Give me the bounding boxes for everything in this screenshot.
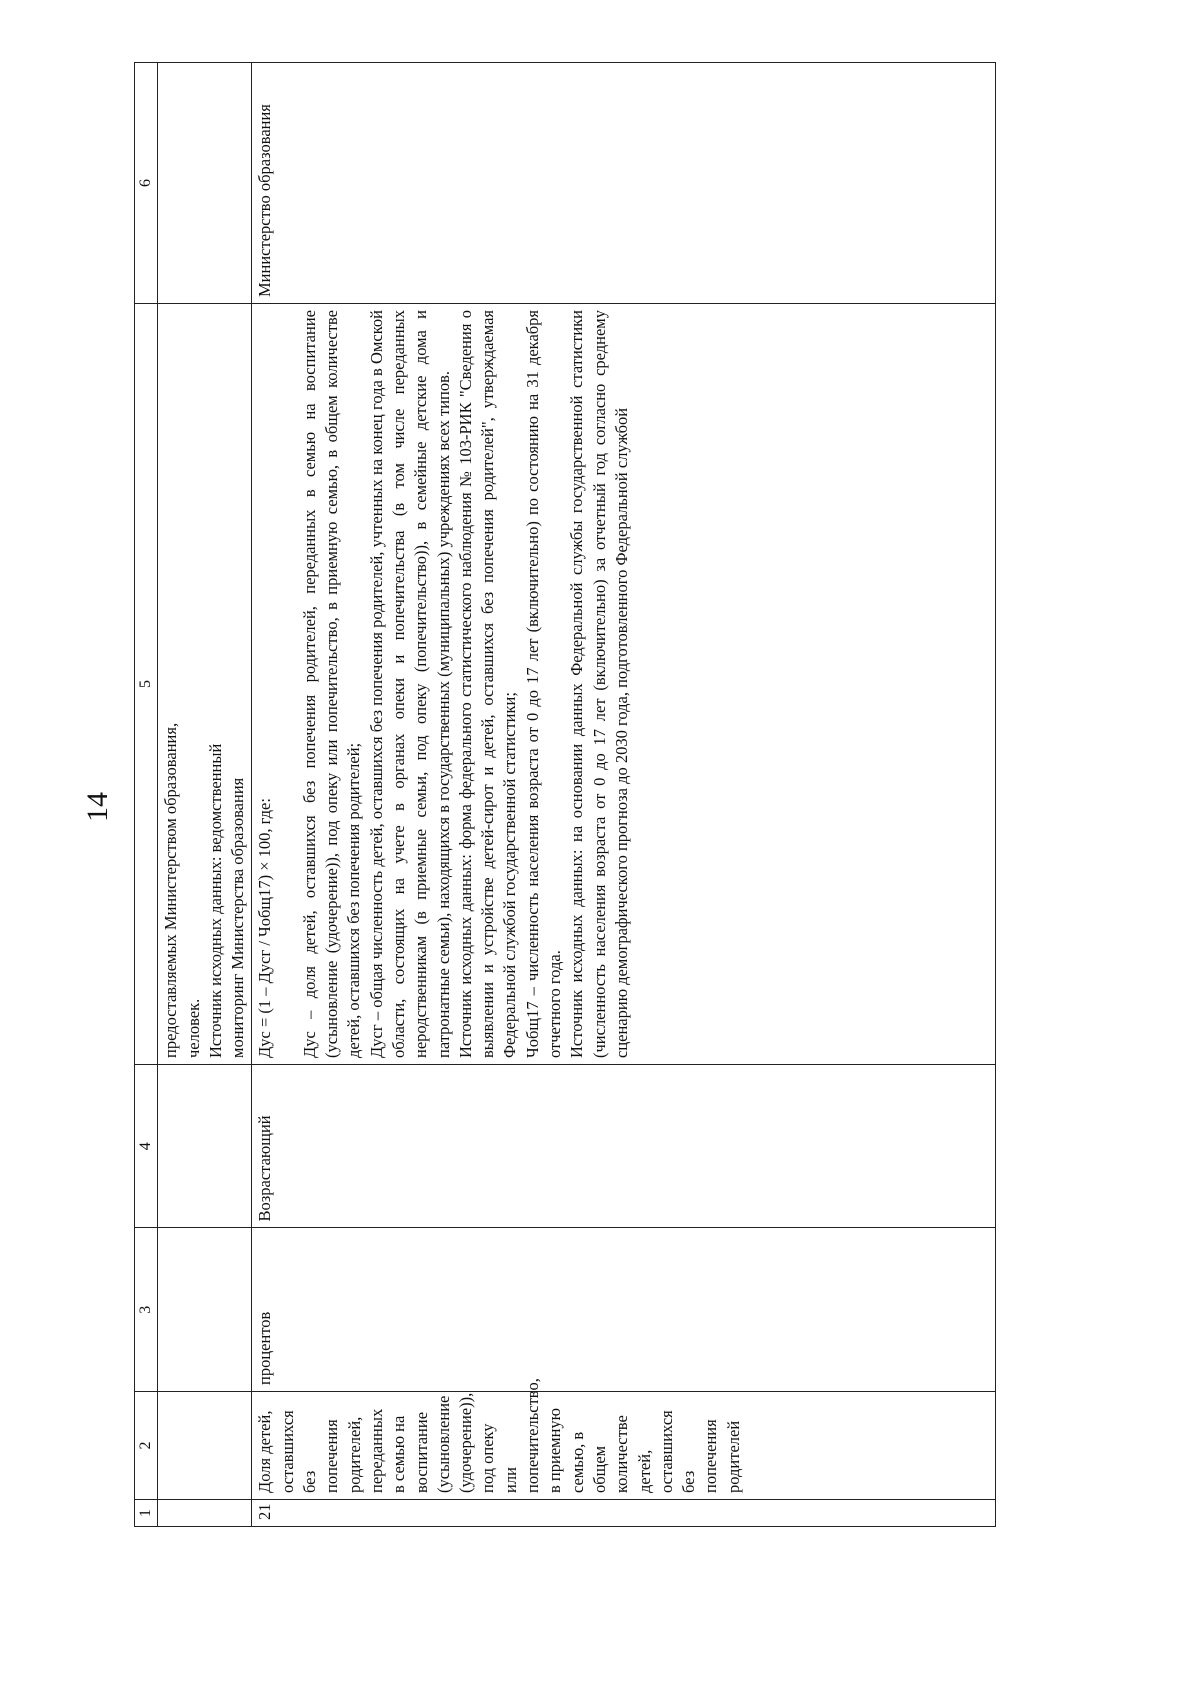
continuation-line: предоставляемых Министерством образования,: [161, 722, 181, 1058]
trend-direction: Возрастающий: [252, 1065, 996, 1229]
spacer: [277, 310, 299, 1058]
column-number-4: 4: [135, 1065, 158, 1229]
formula: Дус = (1 – Дусг / Чобщ17) × 100, где:: [255, 798, 275, 1058]
column-number-2: 2: [135, 1392, 158, 1500]
responsible-body: Министерство образования: [252, 63, 996, 304]
continuation-line: мониторинг Министерства образования: [228, 777, 248, 1058]
continuation-row: [158, 63, 252, 1527]
continuation-line: Источник исходных данных: ведомственный: [205, 743, 225, 1058]
indicator-table: [134, 62, 996, 1527]
continuation-cell-6: [158, 63, 252, 304]
continuation-cell-2: [158, 1392, 252, 1500]
source-form-103-rik: Источник исходных данных: форма федерального статистического наблюдения № 103-РИК "Сведения о выявлении и устройстве детей-сирот и детей, оставшихся без попечения родителей", утверждаемая Федеральной службой государственной статистики;: [455, 310, 520, 1058]
column-number-5: 5: [135, 304, 158, 1065]
column-number-6: 6: [135, 63, 158, 304]
column-number-row: [135, 63, 158, 1527]
continuation-cell-5: [158, 304, 252, 1065]
indicator-table-rotated: [134, 62, 996, 1527]
column-number-3: 3: [135, 1228, 158, 1392]
definition-dusg: Дусг – общая численность детей, оставшихся без попечения родителей, учтенных на конец года в Омской области, состоящих на учете в органах опеки и попечительства (в том числе переданных неродственникам (в приемные семьи, под опеку (попечительство)), в семейные детские дома и патронатные семьи), находящихся в государственных (муниципальных) учреждениях всех типов.: [366, 310, 453, 1058]
source-rosstat: Источник исходных данных: на основании данных Федеральной службы государственной статистики (численность населения возраста от 0 до 17 лет (включительно) за отчетный год согласно среднему сценарию демографического прогноза до 2030 года, подготовленного Федеральной службой: [567, 310, 631, 1058]
row-number: 21: [252, 1500, 996, 1527]
column-number-1: 1: [135, 1500, 158, 1527]
calculation-method: [252, 304, 996, 1065]
continuation-cell-4: [158, 1065, 252, 1229]
continuation-cell-3: [158, 1228, 252, 1392]
unit-of-measure: процентов: [252, 1228, 996, 1392]
definition-chobsch17: Чобщ17 – численность населения возраста от 0 до 17 лет (включительно) по состоянию на 31 декабря отчетного года.: [522, 310, 565, 1058]
page-number: 14: [81, 792, 114, 822]
continuation-cell-1: [158, 1500, 252, 1527]
continuation-line: человек.: [183, 998, 203, 1058]
indicator-name: Доля детей, оставшихся без попечения родителей, переданных в семью на воспитание (усыновление (удочерение)), под опеку или попечительство, в приемную семью, в общем количестве детей, оставшихся без попечения родителей: [252, 1392, 996, 1500]
definition-dus: Дус – доля детей, оставшихся без попечения родителей, переданных в семью на воспитание (усыновление (удочерение)), под опеку или попечительство, в приемную семью, в общем количестве детей, оставшихся без попечения родителей;: [299, 310, 364, 1058]
table-row: [252, 63, 996, 1527]
